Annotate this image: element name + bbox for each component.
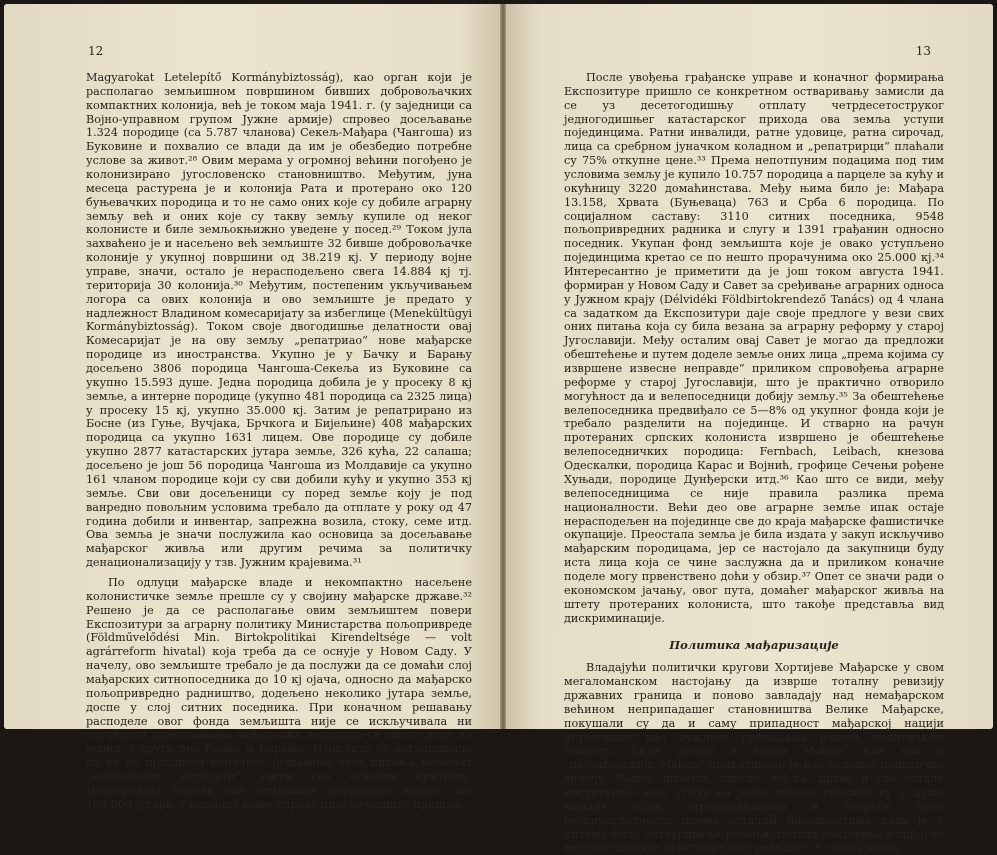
paragraph: Magyarokat Letelepítő Kormánybiztosság), као орган који је располагао земљишном површином бивших добровољачких компактних колонија, већ је током маја 1941. г. (у заједници са Војно-управном групом Јужне армије) спровео досељавање 1.324 породице (са 5.787 чланова) Секељ-Мађара (Чангоша) из Буковине и похвалио се влади да им је обезбедио потребне услове за живот.²⁸ Овим мерама у огромној већини погођено је колонизирано југословенско становништво. Међутим, јуна месеца растурена је и колонија Рата и протерано око 120 буњевачких породица и то не само оних које су добиле аграрну земљу већ и оних које су такву земљу купиле од неког колонисте и биле земљокњижно уведене у посед.²⁹ Током јула захваћено је и насељено већ земљиште 32 бивше добровољачке колоније у укупној површини од 38.219 кј. У периоду војне управе, значи, остало је нерасподељено свега 14.884 кј тј. територија 30 колонија.³⁰ Међутим, постепеним укључивањем логора са ових колонија и ово земљиште је предато у надлежност Владином комесаријату за избеглице (Menekültügyi Kormánybiztosság). Током своје двогодишње делатности овај Комесаријат је на ову земљу „репатриао“ нове мађарске породице из иностранства. Укупно је у Бачку и Барању досељено 3806 породица Чангоша-Секеља из Буковине са укупно 15.593 душе. Једна породица добила је у просеку 8 кј земље, а интерне породице (укупно 481 породица са 2325 лица) у просеку 15 кј, укупно 35.000 кј. Затим је репатрирано из Босне (из Гуње, Вучјака, Брчкога и Бијељине) 408 мађарских породица са укупно 1631 лицем. Ове породице су добиле укупно 2877 катастарских јутара земље, 326 кућа, 22 салаша; досељено је још 56 породица Чангоша из Молдавије са укупно 161 чланом породице који су сви добили кућу и укупно 353 кј земље. Сви ови досељеници су поред земље коју је под ванредно повољним условима требало да отплате у року од 47 година добили и инвентар, запрежна возила, стоку, семе итд. Ова земља је значи послужила као основица за досељавање мађарског живља или другим речима за политичку денационализацију у тзв. Јужним крајевима.³¹ [86, 71, 472, 570]
book-spread [4, 4, 993, 855]
page-number-left: 12 [88, 44, 104, 58]
paragraph: После увођења грађанске управе и коначног формирања Експозитуре пришло се конкретном остваривању замисли да се уз десетогодишњу отплату четрдесетоструког једногодишњег катастарског прихода ова земља уступи појединцима. Ратни инвалиди, ратне удовице, ратна сирочад, лица са сребрном јуначком коладном и „репатрирци“ плаћали су 75% откупне цене.³³ Према непотпуним подацима под тим условима земљу је купило 10.757 породица а парцеле за кућу и окућницу 3220 домаћинстава. Међу њима било је: Мађара 13.158, Хрвата (Буњеваца) 763 и Срба 6 породица. По социјалном саставу: 3110 ситних поседника, 9548 пољопривредних радника и слугу и 1391 грађанин односно поседник. Укупан фонд земљишта које је овако уступљено појединцима кретао се по нешто прорачунима око 25.000 кј.³⁴ Интересантно је приметити да је још током августа 1941. формиран у Новом Саду и Савет за сређивање аграрних односа у Јужном крају (Délvidéki Földbirtokrendező Tanács) од 4 члана са задатком да Експозитури даје своје предлоге у вези свих оних питања која су била везана за аграрну реформу у старој Југославији. Међу осталим овај Савет је могао да предложи обештећење и путем доделе земље оних лица „према којима су извршене извесне неправде“ приликом спровођења аграрне реформе у старој Југославији, што је практично отворило могућност да и велепоседници добију земљу.³⁵ За обештећење велепоседника предвиђало се 5—8% од укупног фонда који је требало разделити на појединце. И стварно на рачун протераних српских колониста извршено је обештећење велепоседничких породица: Fernbach, Leibach, кнезова Одескалки, породица Карас и Војнић, грофице Сечењи рођене Хуњади, породице Дунђерски итд.³⁶ Као што се види, међу велепоседницима се није правила разлика према националности. Већи део ове аграрне земље ипак остаје нерасподељен на појединце све до краја мађарске фашистичке окупације. Преостала земља је била издата у закуп искључиво мађарским породицама, јер се настојало да закупници буду иста лица која се чине заслужна да и приликом коначне поделе могу првенствено доћи у обзир.³⁷ Опет се значи ради о економском јачању, овог пута, домаћег мађарског живља на штету протераних колониста, што такође представља вид дискриминације. [564, 71, 944, 625]
right-page [506, 4, 993, 855]
paragraph: Владајући политички кругови Хортијеве Мађарске у свом мегаломанском настојању да изврше тоталну ревизију државних граница и поново завладају над немађарском већином неприпадашег становништва Велике Мађарске, покушали су да и саму припадност мађарској нацији формулишу као нужност припадања једном политичком покрету. Бити „добар и веран Мађар“ или чак и „најмађарскији Мађар“ приказивано је као основно политичко вјерују. Радио, штампа, школе, војска, црква и све остале институције које утичу на јавно мнење уносили су у душе младих људи отровшовинизма и потребе пуне бескрупулозности према осталим народностима када је у питању било остваривање ревањистичких настојања владајуће велепоседничке аристократске реакције. У свакој јавној [564, 661, 944, 855]
paragraph: По одлуци мађарске владе и некомпактно насељене колонистичке земље прешле су у својину мађарске државе.³² Решено је да се располагање овим земљиштем повери Експозитури за аграрну политику Министарства пољопривреде (Földművelődési Min. Birtokpolitikai Kirendeltsége — volt agrárreform hivatal) која треба да се оснује у Новом Саду. У начелу, ово земљиште требало је да послужи да се домаћи слој мађарских ситнопоседника до 10 кј ојача, односно да мађарско пољопривредно радништво, додељено неколико јутара земље, доспе у слој ситних поседника. При коначном решавању расподеле овог фонда земљишта није се искључивала ни могућност пресељавања мађарских породица са много деце из једног у други део Бачке и Барање. Изричито се наглашавало да ће се приликом коначног решавања овог питања моменат „националне верности“ узети као основни критериј. Непосредној подели ове земљишне површине, нешто око 109.000 јутара, у периоду војне управе није се уопште пришло. [86, 575, 472, 811]
left-page-text [86, 71, 472, 812]
page-number-right: 13 [915, 44, 931, 58]
right-page-text [564, 71, 944, 855]
left-page [4, 4, 500, 811]
section-heading: Политика мађаризације [669, 638, 839, 653]
